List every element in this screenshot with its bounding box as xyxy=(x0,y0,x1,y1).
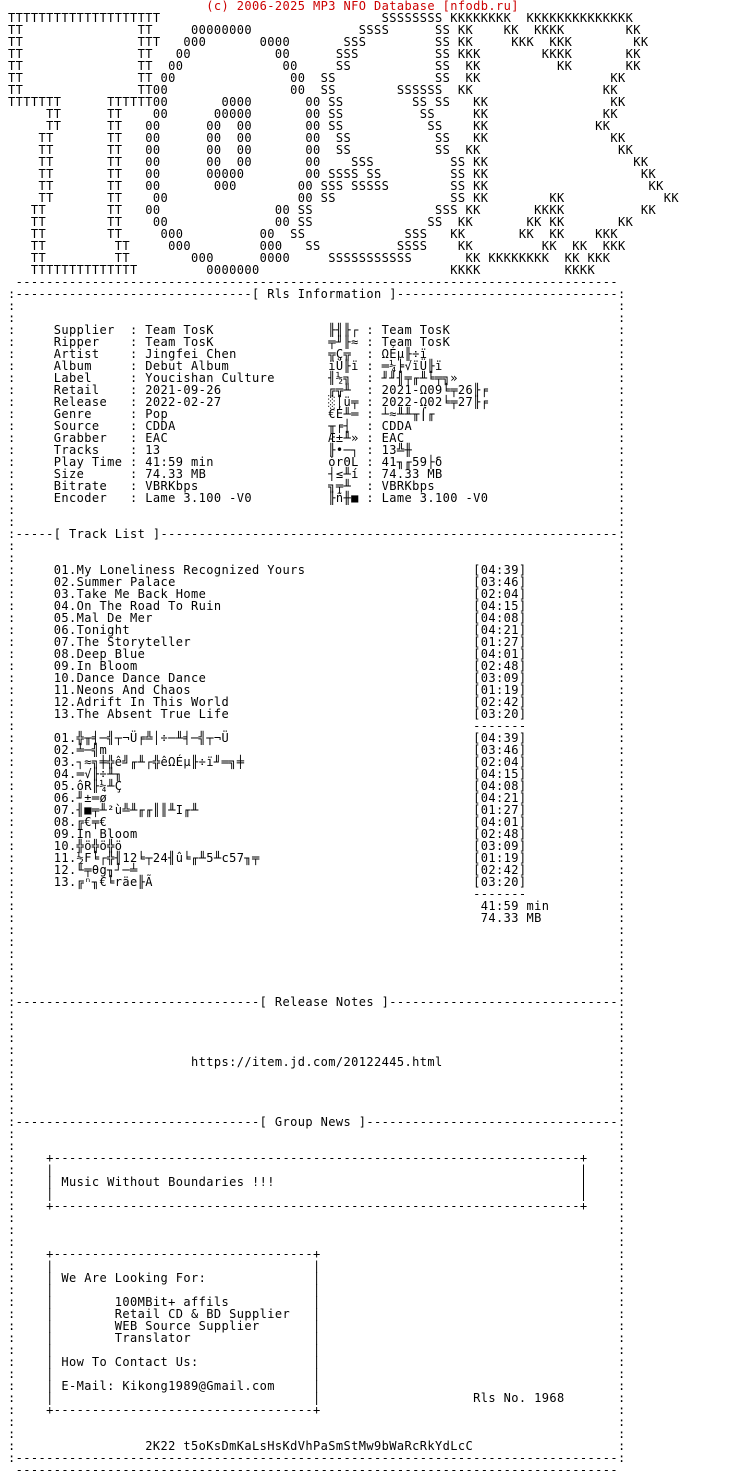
info-key-cn: ╗╤╨ xyxy=(328,479,367,493)
info-key-cn: ╤╜╟≈ xyxy=(328,335,367,349)
track-title-cn: 03.┐≈╗╪╬ê╝╓╨┌╬êΩÉµ╟÷ï╜═╗╪ xyxy=(53,755,245,769)
logo-line: TT TT 00 00 SS SS KK KK xyxy=(8,71,626,85)
logo-line: TT TT 00000000 SSSS SS KK KK KKKK KK xyxy=(8,23,641,37)
info-value-cn: 74.33 MB xyxy=(381,467,443,481)
track-time: [02:04] xyxy=(473,587,527,601)
track-time: [03:20] xyxy=(473,707,527,721)
track-time: [04:01] xyxy=(473,815,527,829)
info-key-cn: €É╨═ xyxy=(328,407,367,421)
info-value: CDDA xyxy=(145,419,298,433)
info-key: Source xyxy=(53,419,130,433)
track-time: [04:21] xyxy=(473,791,527,805)
info-value-cn: Team TosK xyxy=(381,335,451,349)
logo-line: TT TT00 00 SS SSSSSS KK KK xyxy=(8,83,618,97)
info-value-cn: 2021-Ω09╘╤26╟╒ xyxy=(381,383,489,397)
contact-title: How To Contact Us: xyxy=(61,1355,199,1369)
track-time: [01:27] xyxy=(473,635,527,649)
looking-for-item: WEB Source Supplier xyxy=(114,1319,260,1333)
track-title-cn: 13.╔ⁿ╖€╘räe╟Ã xyxy=(53,875,153,889)
logo-line: TTTTTTTTTTTTTT 0000000 KKKK KKKK xyxy=(8,263,596,277)
track-title-cn: 06.╜±═ø xyxy=(53,791,108,805)
track-time: [04:08] xyxy=(473,779,527,793)
track-title-cn: 07.╢■╤╨²ù╩╨╓╓║║╨I╓╨ xyxy=(53,803,199,817)
info-key: Supplier xyxy=(53,323,130,337)
info-value: Debut Album xyxy=(145,359,298,373)
info-key-cn: òrΘL xyxy=(328,455,367,469)
logo-line: TT TT 00 00 SS SS KK KK KK KK xyxy=(8,215,634,229)
info-key-cn: ╔╦╨ xyxy=(328,383,367,397)
track-time: [01:27] xyxy=(473,803,527,817)
info-key: Ripper xyxy=(53,335,130,349)
info-key-cn: ╟•─┐ xyxy=(328,443,367,457)
info-key: Label xyxy=(53,371,130,385)
track-title-cn: 04.═√╟÷╨╖ xyxy=(53,767,123,781)
track-time: [04:15] xyxy=(473,599,527,613)
track-title: 11.Neons And Chaos xyxy=(53,683,191,697)
nfo-body: ------------------------------------------------------------------------------- :-------------------------------[ Rls Information ]-----------------------------: : : : : : Supplier : Team TosK ╟╢╟┌ : Team TosK : : Ripper : Team TosK ╤╜╟≈ : Team TosK : : Artist : Jingfei Chen ╦Ç╦ : ΩÉµ╟÷ï : : Album : Debut Album ïÜ╟ï : ═¼╞√ïÜ╟ï : : Label : Youcishan Culture ╢½╗ : ╜╜╢╤╓╨╘╤╗» : : Retail : 2021-09-26 ╔╦╨ : 2021-Ω09╘╤26╟╒ : : Release : 2022-02-27 ░│ü╤ : 2022-Ω02╘╤27╟╒ : : Genre : Pop €É╨═ : ┴≈╨╨╥⌠╓ : : Source : CDDA ╥╒┤ : CDDA : : Grabber : EAC Æ±╨» : EAC : : Tracks : 13 ╟•─┐ : 13╩╫ : : Play Time : 41:59 min òrΘL : 41╖╓59├δ : : Size : 74.33 MB ┤≤╨í : 74.33 MB : : Bitrate : VBRKbps ╗╤╨ : VBRKbps : : Encoder : Lame 3.100 -V0 ╟ñ╫■ : Lame 3.100 -V0 : : : : : :-----[ Track List ]------------------------------------------------------------: : : : : : 01.My Loneliness Recognized Yours [04:39] : : 02.Summer Palace [03:46] : : 03.Take Me Back Home [02:04] : : 04.On The Road To Ruin [04:15] : : 05.Mal De Mer [04:08] : : 06.Tonight [04:21] : : 07.The Storyteller [01:27] : : 08.Deep Blue [04:01] : : 09.In Bloom [02:48] : : 10.Dance Dance Dance [03:09] : : 11.Neons And Chaos [01:19] : : 12.Adrift In This World [02:42] : : 13.The Absent True Life [03:20] : : ------- : : 01.╬╥╡─╣┬¬Ü╒╩│÷─╨╡─╣┬¬Ü [04:39] : : 02.╧─╣m [03:46] : : 03.┐≈╗╪╬ê╝╓╨┌╬êΩÉµ╟÷ï╜═╗╪ [02:04] : : 04.═√╟÷╨╖ [04:15] : : 05.ôR╟¼╨Ç [04:08] : : 06.╜±═ø [04:21] : : 07.╢■╤╨²ù╩╨╓╓║║╨I╓╨ [01:27] : : 08.╔€╤€ [04:01] : : 09.In Bloom [02:48] : : 10.╬ö╬ö╬ö [03:09] : : 11.½F╘┌╬╢12╘┬24╢û╘╓╨5╨c57╖╤ [01:19] : : 12.╙╤θg╖┘─╧ [02:42] : : 13.╔ⁿ╖€╘räe╟Ã [03:20] : : ------- : : 41:59 min : : 74.33 MB : : : : : : : : : : : : : :--------------------------------[ Release Notes ]------------------------------: : : : : : : : : : https://item.jd.com/20122445.html : : : : : : : : : :--------------------------------[ Group News ]---------------------------------: : : : : : +---------------------------------------------------------------------+ : : | | : : | Music Without Boundaries !!! | : : | | : : +---------------------------------------------------------------------+ : : : : : : : : +----------------------------------+ : : | | : : | We Are Looking For: | : : | | : : | 100MBit+ affils | : : | Retail CD & BD Supplier | : : | WEB Source Supplier | : : | Translator | : : | | : : | How To Contact Us: | : : | | : : | E-Mail: Kikong1989@Gmail.com | : : | | Rls No. 1968 : : +----------------------------------+ : : : : : : 2K22 t5oKsDmKaLsHsKdVhPaSmStMw9bWaRcRkYdLcC : :-------------------------------------------------------------------------------: ------------------------------------------------------------------------------- xyxy=(8,275,626,1477)
info-value-cn: ═¼╞√ïÜ╟ï xyxy=(381,359,443,373)
info-value-cn: Team TosK xyxy=(381,323,451,337)
info-value: 74.33 MB xyxy=(145,467,298,481)
info-key: Grabber xyxy=(53,431,130,445)
logo-line: TT TT 00 00 SSS SS KKK KKKK KK xyxy=(8,47,641,61)
tosk-ascii-logo xyxy=(8,11,679,277)
logo-line: TT TT 00 00 00 00 SSS SS KK KK xyxy=(8,155,649,169)
info-key: Bitrate xyxy=(53,479,130,493)
track-title-cn: 02.╧─╣m xyxy=(53,743,108,757)
track-title-cn: 08.╔€╤€ xyxy=(53,815,108,829)
info-value-cn: 2022-Ω02╘╤27╟╒ xyxy=(381,395,489,409)
contact-email[interactable]: E-Mail: Kikong1989@Gmail.com xyxy=(61,1379,275,1393)
info-value: 2021-09-26 xyxy=(145,383,298,397)
info-key: Artist xyxy=(53,347,130,361)
info-value: 41:59 min xyxy=(145,455,298,469)
track-time: [02:48] xyxy=(473,827,527,841)
info-key: Album xyxy=(53,359,130,373)
looking-for-item: Retail CD & BD Supplier xyxy=(114,1307,291,1321)
logo-line: TT TT 000 0000 SSSSSSSSSSS KK KKKKKKKK KK KKK xyxy=(8,251,611,265)
info-value: Pop xyxy=(145,407,298,421)
looking-for-item: 100MBit+ affils xyxy=(114,1295,230,1309)
track-time: [01:19] xyxy=(473,683,527,697)
info-key: Size xyxy=(53,467,130,481)
track-title: 13.The Absent True Life xyxy=(53,707,230,721)
track-time: [04:21] xyxy=(473,623,527,637)
info-value-cn: ΩÉµ╟÷ï xyxy=(381,347,428,361)
info-key-cn: ╢½╗ xyxy=(328,371,367,385)
rls-number: Rls No. 1968 xyxy=(473,1391,565,1405)
track-title-cn: 05.ôR╟¼╨Ç xyxy=(53,779,123,793)
track-list-title: [ Track List ] xyxy=(53,527,161,541)
logo-line: TTTTTTT TTTTTT00 0000 00 SS SS SS KK KK xyxy=(8,95,626,109)
track-time: [03:46] xyxy=(473,743,527,757)
info-value: Jingfei Chen xyxy=(145,347,298,361)
logo-line: TT TT 00 000 00 SSS SSSSS SS KK KK xyxy=(8,179,664,193)
logo-line: TT TT 00 00 00 00 SS SS KK KK xyxy=(8,143,634,157)
info-key-cn: ïÜ╟ï xyxy=(328,359,367,373)
track-title: 12.Adrift In This World xyxy=(53,695,230,709)
track-time: [02:04] xyxy=(473,755,527,769)
info-key: Tracks xyxy=(53,443,130,457)
track-title: 02.Summer Palace xyxy=(53,575,176,589)
track-time: [03:20] xyxy=(473,875,527,889)
track-title-cn: 01.╬╥╡─╣┬¬Ü╒╩│÷─╨╡─╣┬¬Ü xyxy=(53,731,230,745)
track-title-cn: 10.╬ö╬ö╬ö xyxy=(53,839,123,853)
info-value: 13 xyxy=(145,443,298,457)
track-title-cn: 11.½F╘┌╬╢12╘┬24╢û╘╓╨5╨c57╖╤ xyxy=(53,851,260,865)
track-time: [02:42] xyxy=(473,695,527,709)
info-value: Lame 3.100 -V0 xyxy=(145,491,298,505)
tracks-divider: ------- xyxy=(473,887,527,901)
info-value-cn: VBRKbps xyxy=(381,479,435,493)
logo-line: TT TT 00 00000 00 SSSS SS SS KK KK xyxy=(8,167,657,181)
looking-for-item: Translator xyxy=(114,1331,191,1345)
track-time: [02:42] xyxy=(473,863,527,877)
logo-line: TT TT 00 00000 00 SS SS KK KK xyxy=(8,107,618,121)
logo-line: TT TT 00 00 SS SS KK KK KK xyxy=(8,59,641,73)
info-key-cn: ╦Ç╦ xyxy=(328,347,367,361)
group-news-title: [ Group News ] xyxy=(259,1115,367,1129)
track-title: 07.The Storyteller xyxy=(53,635,191,649)
track-time: [02:48] xyxy=(473,659,527,673)
info-value-cn: ╜╜╢╤╓╨╘╤╗» xyxy=(381,371,458,385)
info-value: VBRKbps xyxy=(145,479,298,493)
track-title: 05.Mal De Mer xyxy=(53,611,153,625)
info-key-cn: ░│ü╤ xyxy=(328,395,367,409)
tracks-divider: ------- xyxy=(473,719,527,733)
track-title: 04.On The Road To Ruin xyxy=(53,599,222,613)
info-value: Youcishan Culture xyxy=(145,371,298,385)
info-key: Release xyxy=(53,395,130,409)
logo-line: TT TT 00 00 SS SSS KK KKKK KK xyxy=(8,203,657,217)
track-time: [04:01] xyxy=(473,647,527,661)
info-key: Encoder xyxy=(53,491,130,505)
info-key-cn: ╟╢╟┌ xyxy=(328,323,367,337)
logo-line: TT TT 00 00 SS SS KK KK KK xyxy=(8,191,679,205)
logo-line: TT TT 00 00 00 00 SS SS KK KK xyxy=(8,131,626,145)
track-title-cn: 12.╙╤θg╖┘─╧ xyxy=(53,863,138,877)
track-time: [04:15] xyxy=(473,767,527,781)
track-title: 03.Take Me Back Home xyxy=(53,587,207,601)
track-title: 06.Tonight xyxy=(53,623,130,637)
track-time: [04:08] xyxy=(473,611,527,625)
total-time: 41:59 min xyxy=(480,899,550,913)
info-key-cn: Æ±╨» xyxy=(328,431,367,445)
info-key: Retail xyxy=(53,383,130,397)
logo-line: TT TTT 000 0000 SSS SS KK KKK KKK KK xyxy=(8,35,649,49)
nfodb-header: (c) 2006-2025 MP3 NFO Database [nfodb.ru] xyxy=(8,0,519,13)
track-time: [01:19] xyxy=(473,851,527,865)
info-key: Genre xyxy=(53,407,130,421)
footer-tag: 2K22 t5oKsDmKaLsHsKdVhPaSmStMw9bWaRcRkYdLcC xyxy=(145,1439,474,1453)
info-value-cn: CDDA xyxy=(381,419,413,433)
info-value: Team TosK xyxy=(145,323,298,337)
track-title: 01.My Loneliness Recognized Yours xyxy=(53,563,306,577)
total-size: 74.33 MB xyxy=(480,911,542,925)
logo-line: TT TT 000 00 SS SSS KK KK KK KKK xyxy=(8,227,618,241)
rls-info-title: [ Rls Information ] xyxy=(252,287,397,301)
track-title: 08.Deep Blue xyxy=(53,647,146,661)
track-time: [03:09] xyxy=(473,671,527,685)
track-time: [03:46] xyxy=(473,575,527,589)
info-key-cn: ╟ñ╫■ xyxy=(328,491,367,505)
looking-for-title: We Are Looking For: xyxy=(61,1271,207,1285)
info-value-cn: 41╖╓59├δ xyxy=(381,455,443,469)
info-value: Team TosK xyxy=(145,335,298,349)
info-value-cn: Lame 3.100 -V0 xyxy=(381,491,489,505)
info-key-cn: ╥╒┤ xyxy=(328,419,367,433)
info-value: 2022-02-27 xyxy=(145,395,298,409)
logo-line: TT TT 00 00 00 00 SS SS KK KK xyxy=(8,119,611,133)
nfo-document xyxy=(8,0,679,1476)
track-time: [04:39] xyxy=(473,563,527,577)
track-time: [04:39] xyxy=(473,731,527,745)
logo-line: TT TT 000 000 SS SSSS KK KK KK KKK xyxy=(8,239,626,253)
info-value-cn: ┴≈╨╨╥⌠╓ xyxy=(381,407,435,421)
track-title: 09.In Bloom xyxy=(53,659,138,673)
logo-line: TTTTTTTTTTTTTTTTTTTT SSSSSSSS KKKKKKKK KKKKKKKKKKKKKK xyxy=(8,11,634,25)
info-key-cn: ┤≤╨í xyxy=(328,467,367,481)
group-motto: Music Without Boundaries !!! xyxy=(61,1175,275,1189)
info-key: Play Time xyxy=(53,455,130,469)
release-notes-title: [ Release Notes ] xyxy=(259,995,390,1009)
info-value: EAC xyxy=(145,431,298,445)
info-value-cn: EAC xyxy=(381,431,405,445)
info-value-cn: 13╩╫ xyxy=(381,443,413,457)
track-title: 10.Dance Dance Dance xyxy=(53,671,207,685)
release-url-link[interactable]: https://item.jd.com/20122445.html xyxy=(191,1055,443,1069)
track-title-cn: 09.In Bloom xyxy=(53,827,138,841)
track-time: [03:09] xyxy=(473,839,527,853)
